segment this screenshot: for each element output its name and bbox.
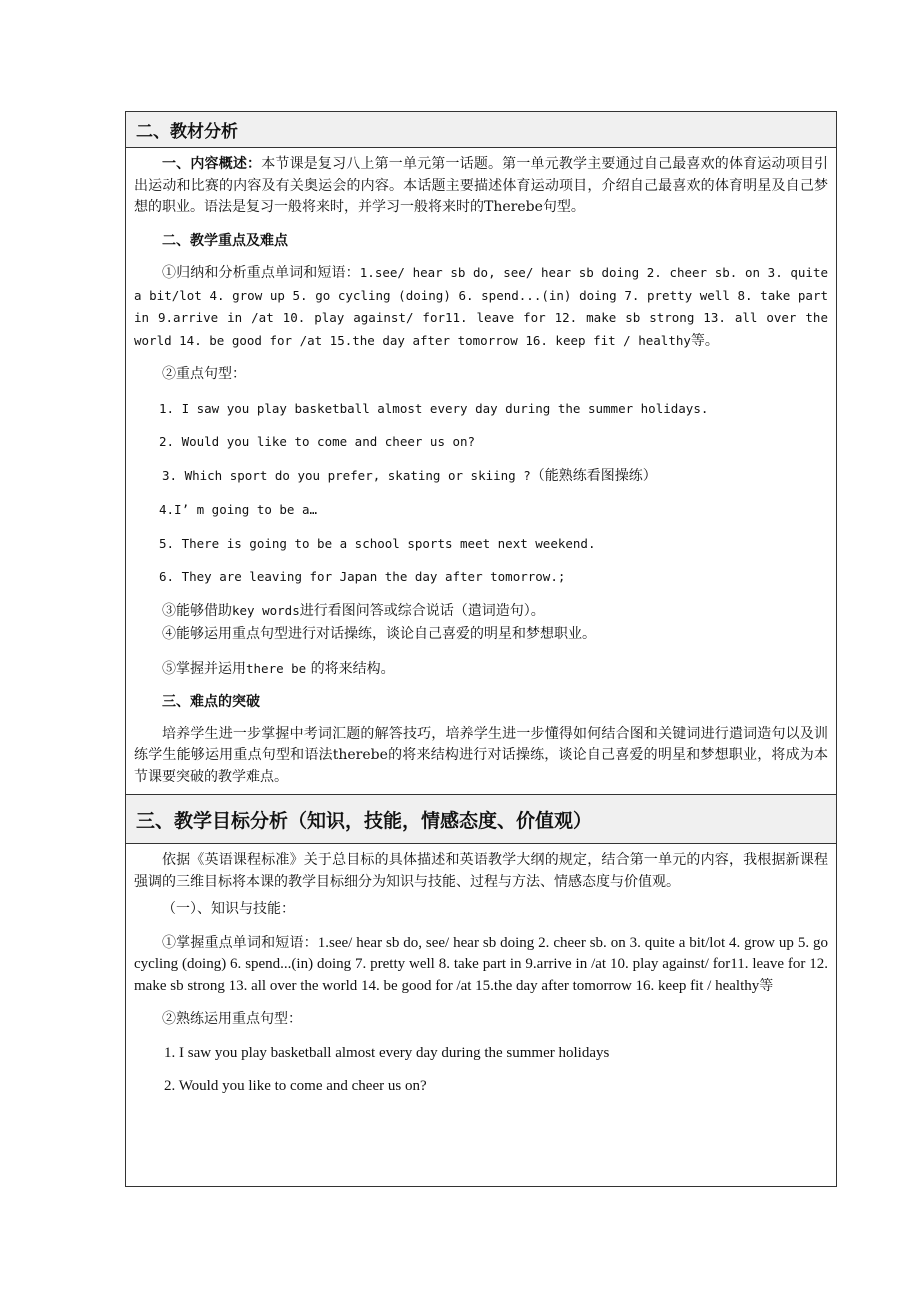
- point-five-a: ⑤掌握并运用: [162, 660, 246, 677]
- point-five: [134, 658, 828, 681]
- sentence-item: 6. They are leaving for Japan the day after tomorrow.;: [159, 569, 566, 584]
- point-five-there-be: there be: [246, 660, 307, 676]
- overview-text: 本节课是复习八上第一单元第一话题。第一单元教学主要通过自己最喜欢的体育运动项目引出运动和比赛的内容及有关奥运会的内容。本话题主要描述体育运动项目，介绍自己最喜欢的体育明星及自己梦想的职业。语法是复习一般将来时，并学习一般将来时的Therebe句型。: [134, 156, 828, 215]
- key-points-title: 二、教学重点及难点: [162, 232, 288, 249]
- point-three: [134, 600, 828, 623]
- vocab-tail: 等。: [690, 332, 719, 349]
- point-three-a: ③能够借助: [162, 602, 232, 619]
- lesson-plan-table: [125, 111, 837, 1187]
- difficulty-paragraph: 培养学生进一步掌握中考词汇题的解答技巧，培养学生进一步懂得如何结合图和关键词进行遣词造句以及训练学生能够运用重点句型和语法therebe的将来结构进行对话操练，谈论自己喜爱的明星和梦想职业，将成为本节课要突破的教学难点。: [134, 725, 828, 785]
- vocab-list: 1.see/ hear sb do, see/ hear sb doing 2. cheer sb. on 3. quite a bit/lot 4. grow up 5. go cycling (doing) 6. spend...(in) doing 7. pretty well 8. take part in 9.arrive in /at 10. play against/ for11. leave for 12. make sb strong 13. all over the world 14. be good for /at 15.the day after tomorrow 16. keep fit / healthy: [134, 265, 828, 348]
- knowledge-title: （一）、知识与技能：: [162, 901, 295, 917]
- section-textbook-analysis: [126, 112, 836, 794]
- sentence-text: 3. Which sport do you prefer, skating or skiing ?: [162, 467, 531, 483]
- sentences-title: ②熟练运用重点句型：: [162, 1011, 302, 1027]
- sentence-item: 5. There is going to be a school sports meet next weekend.: [159, 535, 596, 551]
- section-heading: 三、教学目标分析（知识，技能，情感态度、价值观）: [126, 794, 836, 844]
- sentence-item: 4.I’ m going to be a…: [159, 502, 318, 517]
- sentences-title: ②重点句型：: [162, 366, 246, 382]
- difficulty-title: 三、难点的突破: [162, 694, 260, 710]
- sentence-item: 2. Would you like to come and cheer us on?: [164, 1078, 427, 1094]
- point-three-keywords: key words: [232, 602, 300, 618]
- sentence-item: 1. I saw you play basketball almost every day during the summer holidays: [164, 1044, 610, 1061]
- vocab-lead: ①归纳和分析重点单词和短语：: [162, 265, 360, 281]
- point-three-c: 进行看图问答或综合说话（遣词造句）。: [299, 602, 545, 619]
- point-four: ④能够运用重点句型进行对话操练，谈论自己喜爱的明星和梦想职业。: [162, 626, 596, 642]
- sentence-note: （能熟练看图操练）: [530, 467, 657, 484]
- sentence-item-3: [134, 465, 828, 488]
- vocab-list: 1.see/ hear sb do, see/ hear sb doing 2. cheer sb. on 3. quite a bit/lot 4. grow up 5. go cycling (doing) 6. spend...(in) doing 7. pretty well 8. take part in 9.arrive in /at 10. play against/ for11. leave for 12. make sb strong 13. all over the world 14. be good for /at 15.the day after tomorrow 16. keep fit / healthy: [134, 934, 828, 994]
- objectives-intro: 依据《英语课程标准》关于总目标的具体描述和英语教学大纲的规定，结合第一单元的内容，我根据新课程强调的三维目标将本课的教学目标细分为知识与技能、过程与方法、情感态度与价值观。: [134, 852, 828, 890]
- section-heading: 二、教材分析: [126, 112, 836, 148]
- vocab-paragraph: [134, 262, 828, 352]
- overview-paragraph: [134, 154, 828, 219]
- sentence-item: 1. I saw you play basketball almost every day during the summer holidays.: [159, 400, 709, 416]
- vocab-tail: 等: [759, 977, 774, 994]
- sentence-item: 2. Would you like to come and cheer us on?: [159, 434, 476, 449]
- vocab-paragraph-2: [134, 933, 828, 998]
- vocab-lead: ①掌握重点单词和短语：: [162, 934, 318, 951]
- point-five-c: 的将来结构。: [306, 660, 395, 677]
- overview-label: 一、内容概述：: [162, 156, 262, 172]
- section-teaching-objectives: [126, 794, 836, 1110]
